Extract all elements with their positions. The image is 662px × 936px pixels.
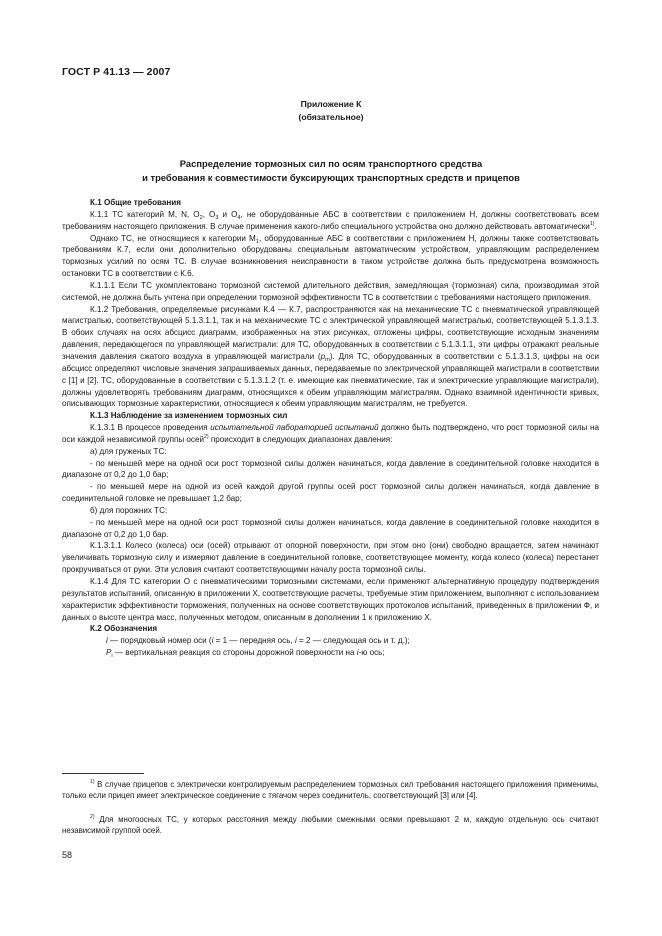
paragraph-k1-4: К.1.4 Для ТС категории O с пневматическими тормозными системами, если применяют альтернативную процедуру подтверждения результатов испытаний, описанную в приложении Х, соответствующие расчеты, требуемые этим приложением, выполняют с использованием характеристик эффективности торможения, полученных на основе соответствующих протоколов испытаний, приведенных в приложении Ф, и данных о высоте центра масс, полученных методом, описанным в дополнении 1 к приложению Х. [62, 577, 599, 622]
list-item-b1: - по меньшей мере на одной оси рост тормозной силы должен начинаться, когда давление в соединительной головке находится в диапазоне от 0,2 до 1,0 бар. [62, 517, 599, 539]
annex-status: (обязательное) [298, 111, 364, 122]
paragraph-k1-2: К.1.2 Требования, определяемые рисунками К.4 — К.7, распространяются как на механические ТС с пневматической управляющей магистралью, соответствующей 5.1.3.1.1, так и на механические ТС с электрической управляющей магистралью, соответствующей 5.1.3.1.3. В обоих случаях на осях абсцисс диаграмм, изображенных на этих рисунках, отложены цифры, соответствующие исходным значениям давления, передающегося по управляющей магистрали: для ТС, оборудованных в соответствии с 5.1.3.1.1, эти цифры отражают реальные значения давления сжатого воздуха в управляющей магистрали $(p_m)$. Для ТС, оборудованных в соответствии с 5.1.3.1.3, цифры на оси абсцисс определяют числовые значения запрашиваемых данных, передаваемые по электрической управляющей магистрали в соответствии с [1] и [2]. ТС, оборудованные в соответствии с 5.1.3.1.2 (т. е. имеющие как пневматические, так и электрические управляющие магистрали), должны удовлетворять требованиям диаграмм, относящихся к обеим управляющим магистралям. Однако взаимной идентичности кривых, описывающих тормозные характеристики, относящиеся к обеим управляющим магистралям, не требуется. [62, 304, 599, 409]
section-heading-k1-3: К.1.3 Наблюдение за изменением тормозных сил [90, 411, 288, 421]
document-header: ГОСТ Р 41.13 — 2007 [62, 66, 171, 78]
footnote-ref-2[interactable]: 2) [204, 433, 209, 440]
section-heading-k2: К.2 Обозначения [90, 624, 158, 634]
annex-heading-line2: и требования к совместимости буксирующих транспортных средств и прицепов [142, 172, 520, 183]
annex-title-block [0, 98, 662, 123]
list-item-a: а) для груженых ТС: [90, 446, 167, 456]
annex-heading-line1: Распределение тормозных сил по осям транспортного средства [179, 158, 483, 169]
list-item-a1: - по меньшей мере на одной оси рост тормозной силы должен начинаться, когда давление в соединительной головке находится в диапазоне от 0,2 до 1,0 бар; [62, 458, 599, 480]
paragraph-k1-3-1: К.1.3.1 В процессе проведения испытательной лабораторией испытаний должно быть подтверждено, что рост тормозной силы на оси каждой независимой группы осей$^{2)}$ происходит в следующих диапазонах давления: [62, 423, 600, 444]
annex-title: Приложение К [300, 99, 362, 109]
annex-heading [0, 157, 662, 185]
section-heading-k1: К.1 Общие требования [90, 198, 181, 207]
list-item-a2: - по меньшей мере на одной из осей каждой другой группы осей рост тормозной силы должен начинаться, когда давление в соединительной головке не превышает 1,2 бар; [62, 482, 599, 504]
footnote-1: $^{1)}$ В случае прицепов с электрически контролируемым распределением тормозных сил требования настоящего приложения применимы, только если прицеп имеет электрическое соединение с тягачом через соединитель, соответствующий [3] или [4]. [62, 779, 599, 801]
footnote-divider [62, 773, 144, 774]
definition-i: i — порядковый номер оси (i = 1 — передняя ось, i = 2 — следующая ось и т. д.); [106, 636, 410, 646]
footnote-2: $^{2)}$ Для многоосных ТС, у которых расстояния между любыми смежными осями превышают 2 м, каждую отдельную ось считают независимой группой осей. [62, 814, 599, 836]
paragraph-k1-1: К.1.1 ТС категорий M, N, $O_2$, $O_3$ и $O_4$, не оборудованные АБС в соответствии с приложением Н, должны соответствовать всем требованиям настоящего приложения. В случае применения какого-либо специального устройства оно должно действовать автоматически$^{1)}$. [62, 209, 600, 231]
list-item-b: б) для порожних ТС: [90, 505, 168, 515]
page-number: 58 [62, 850, 73, 860]
document-body [62, 197, 599, 659]
paragraph-k1-1-note: Однако ТС, не относящиеся к категории $M_1$, оборудованные АБС в соответствии с приложением Н, должны также соответствовать требованиям К.7, если они дополнительно оборудованы специальным автоматическим устройством, управляющим распределением тормозных усилий по осям ТС. В случае возникновения неисправности в таком устройстве должна быть предусмотрена возможность остановки ТС в соответствии с К.6. [62, 233, 599, 279]
footnote-ref-1[interactable]: 1) [589, 220, 595, 227]
paragraph-k1-1-1: К.1.1.1 Если ТС укомплектовано тормозной системой длительного действия, замедляющая (тормозная) сила, производимая этой системой, не должна быть учтена при определении тормозной эффективности ТС в соответствии с требованиями настоящего приложения. [62, 280, 599, 302]
paragraph-k1-3-1-1: К.1.3.1.1 Колесо (колеса) оси (осей) отрывают от опорной поверхности, при этом оно (они) свободно вращается, затем начинают увеличивать тормозную силу и измеряют давление в соединительной головке, соответствующее моменту, когда колесо (колеса) перестанет прокручиваться от руки. Эти условия считают соответствующими началу роста тормозной силы. [62, 541, 599, 575]
definition-p: $P_i$ — вертикальная реакция со стороны дорожной поверхности на i-ю ось; [106, 648, 385, 660]
